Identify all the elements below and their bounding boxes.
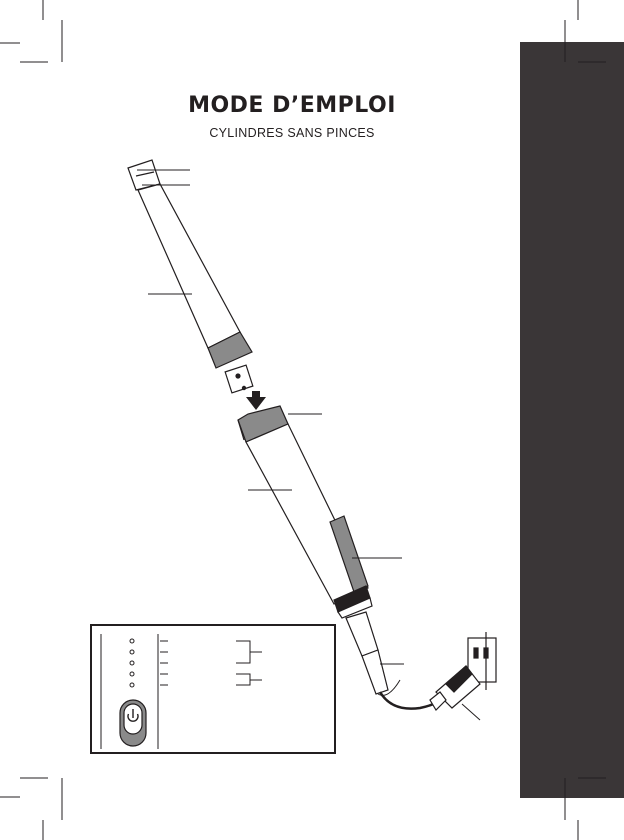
handle	[238, 406, 372, 618]
power-icon	[120, 700, 146, 746]
page-title: MODE D’EMPLOI	[188, 93, 396, 118]
barrel	[128, 160, 253, 393]
power-cord	[346, 612, 452, 709]
page-subtitle: CYLINDRES SANS PINCES	[209, 126, 375, 140]
callout-plug	[462, 704, 480, 720]
arrow-down-icon	[246, 391, 266, 410]
